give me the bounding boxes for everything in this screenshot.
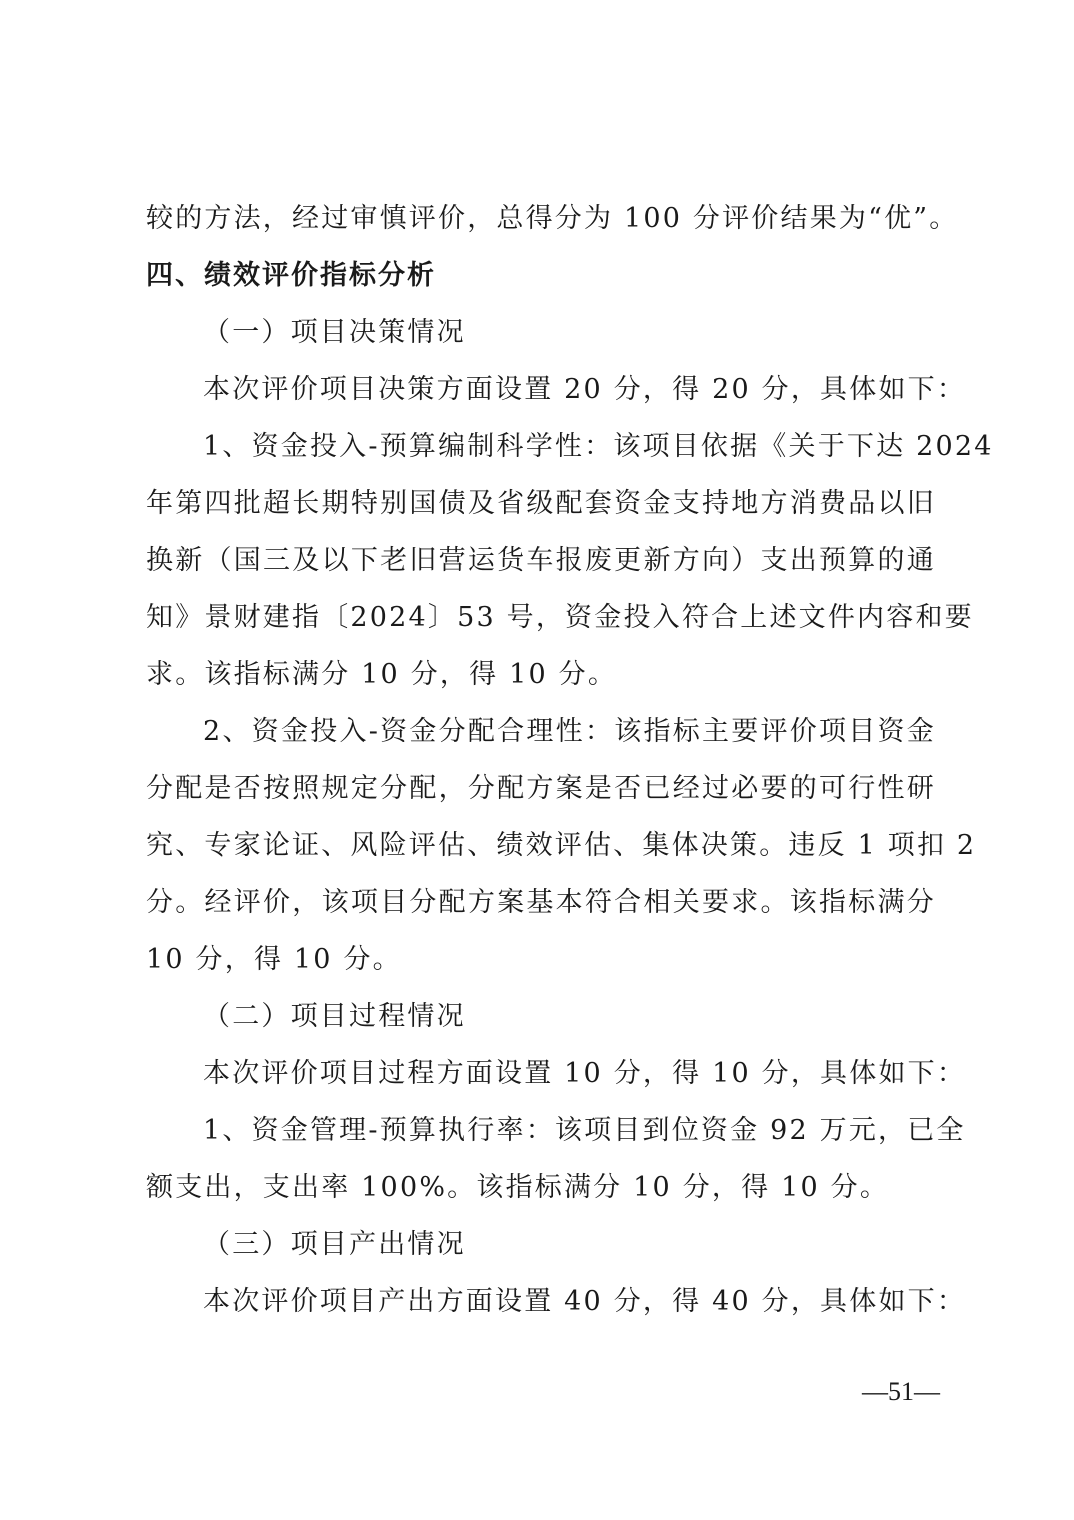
subsection-heading-output: （三）项目产出情况 xyxy=(203,1229,466,1260)
subsection-heading-process: （二）项目过程情况 xyxy=(203,1001,466,1032)
paragraph-line: 求。该指标满分 10 分，得 10 分。 xyxy=(146,659,618,690)
page-number: —51— xyxy=(862,1377,940,1406)
paragraph-line: 1、资金管理-预算执行率：该项目到位资金 92 万元，已全 xyxy=(203,1115,966,1146)
paragraph-line: 究、专家论证、风险评估、绩效评估、集体决策。违反 1 项扣 2 xyxy=(146,830,977,861)
paragraph-line: 换新（国三及以下老旧营运货车报废更新方向）支出预算的通 xyxy=(146,545,936,576)
section-heading-performance-indicators: 四、绩效评价指标分析 xyxy=(146,260,436,291)
paragraph-line: 本次评价项目过程方面设置 10 分，得 10 分，具体如下： xyxy=(203,1058,967,1089)
paragraph-line: 额支出，支出率 100%。该指标满分 10 分，得 10 分。 xyxy=(146,1172,890,1203)
paragraph-line: 1、资金投入-预算编制科学性：该项目依据《关于下达 2024 xyxy=(203,431,994,462)
paragraph-line: 10 分，得 10 分。 xyxy=(146,944,402,975)
paragraph-line: 较的方法，经过审慎评价，总得分为 100 分评价结果为“优”。 xyxy=(146,203,959,234)
paragraph-line: 2、资金投入-资金分配合理性：该指标主要评价项目资金 xyxy=(203,716,936,747)
paragraph-line: 本次评价项目决策方面设置 20 分，得 20 分，具体如下： xyxy=(203,374,967,405)
paragraph-line: 知》景财建指〔2024〕53 号，资金投入符合上述文件内容和要 xyxy=(146,602,974,633)
paragraph-line: 年第四批超长期特别国债及省级配套资金支持地方消费品以旧 xyxy=(146,488,936,519)
paragraph-line: 本次评价项目产出方面设置 40 分，得 40 分，具体如下： xyxy=(203,1286,967,1317)
subsection-heading-decision: （一）项目决策情况 xyxy=(203,317,466,348)
document-body xyxy=(146,190,994,1330)
paragraph-line: 分。经评价，该项目分配方案基本符合相关要求。该指标满分 xyxy=(146,887,936,918)
paragraph-line: 分配是否按照规定分配，分配方案是否已经过必要的可行性研 xyxy=(146,773,936,804)
